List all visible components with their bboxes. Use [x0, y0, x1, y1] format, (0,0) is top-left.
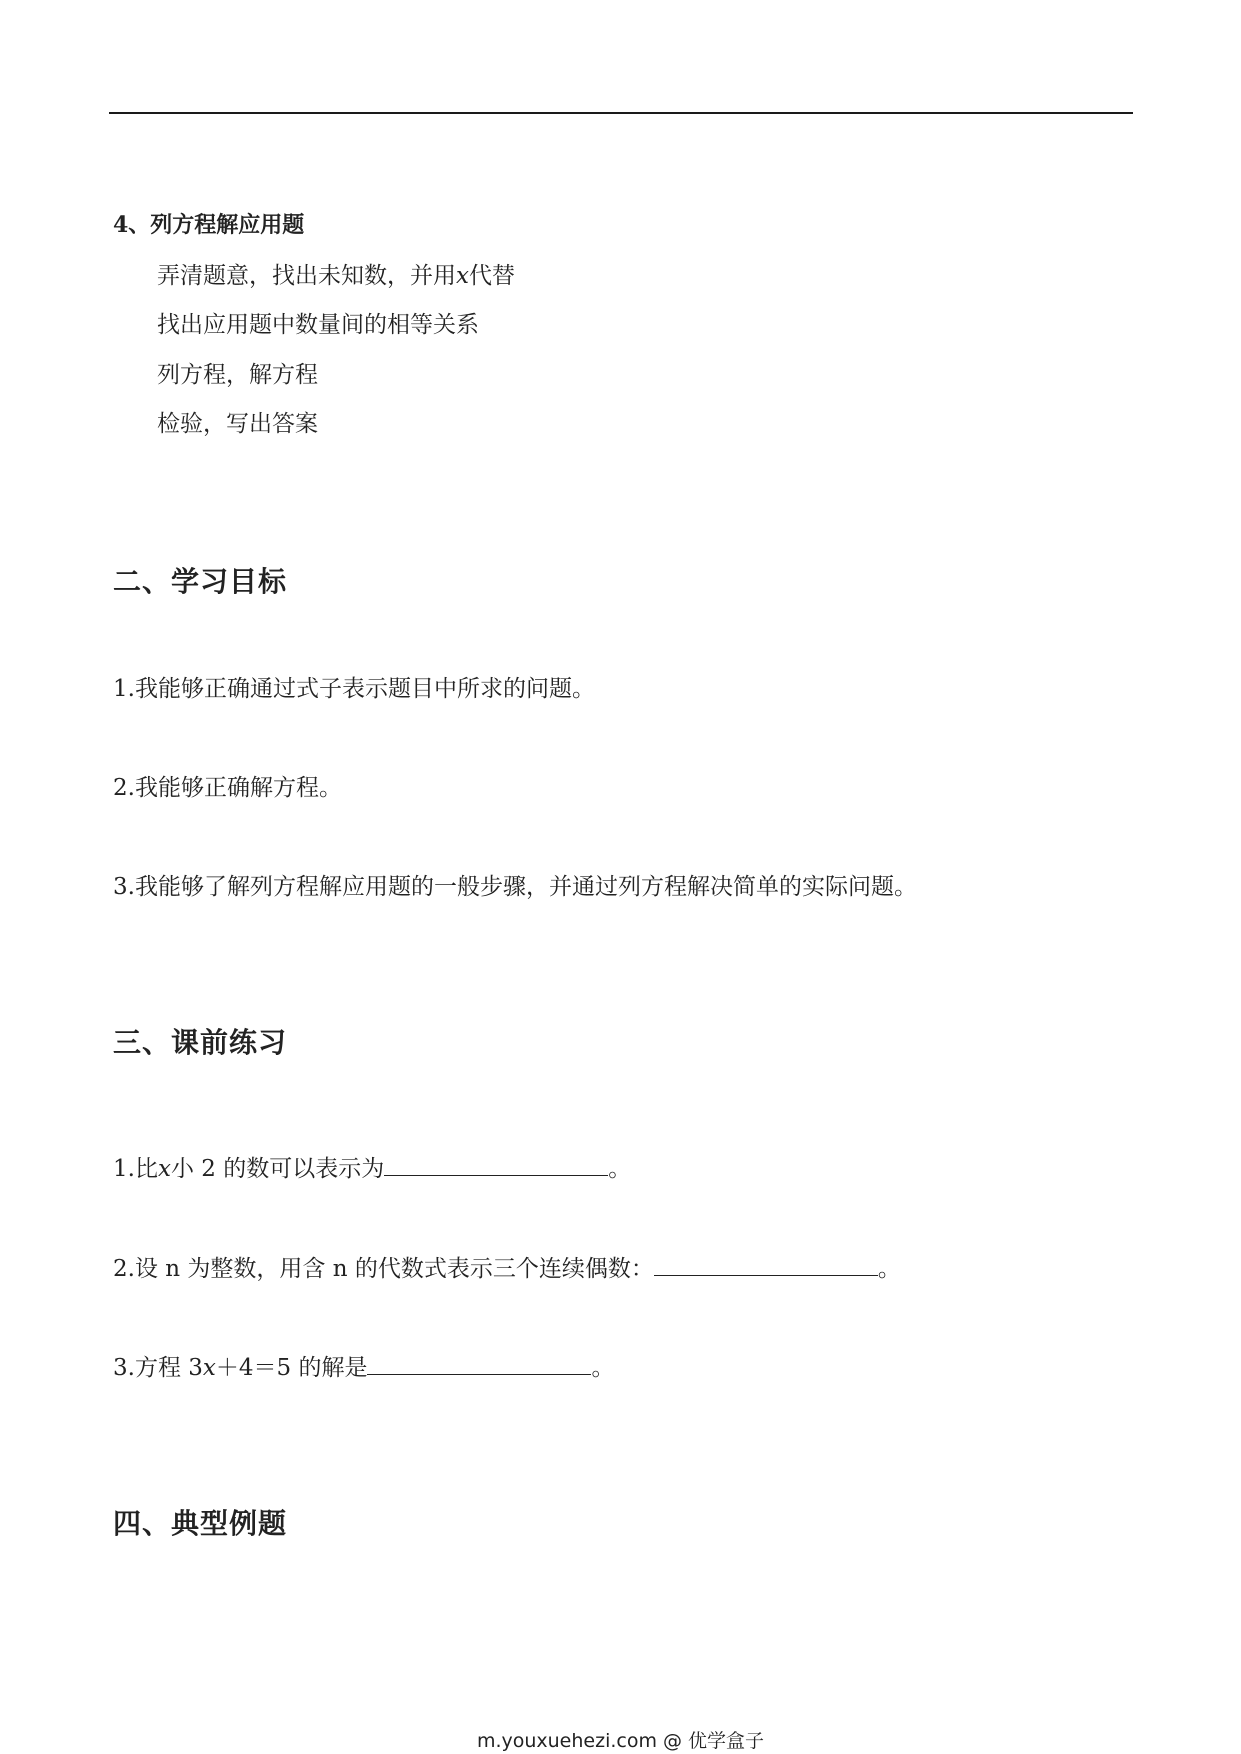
goal-item-3: 3.我能够了解列方程解应用题的一般步骤，并通过列方程解决简单的实际问题。	[113, 874, 917, 900]
step-1-text: 弄清题意，找出未知数，并用	[157, 263, 456, 289]
q1-end: 。	[608, 1156, 632, 1182]
q1-prefix: 1.比	[113, 1156, 158, 1182]
practice-q3	[113, 1349, 614, 1382]
practice-heading: 三、课前练习	[113, 1026, 288, 1059]
q2-text: 2.设 n 为整数，用含 n 的代数式表示三个连续偶数：	[113, 1256, 654, 1282]
variable-x: x	[456, 263, 469, 289]
section-4-title: 4、列方程解应用题	[113, 212, 305, 238]
step-2: 找出应用题中数量间的相等关系	[157, 312, 479, 338]
step-1	[157, 257, 515, 290]
header-rule	[109, 112, 1133, 114]
variable-x: x	[202, 1355, 216, 1381]
goal-item-1: 1.我能够正确通过式子表示题目中所求的问题。	[113, 676, 595, 702]
q1-text: 小 2 的数可以表示为	[170, 1156, 385, 1182]
footer-watermark: m.youxuehezi.com @ 优学盒子	[476, 1730, 765, 1752]
q3-prefix: 3.方程 3	[113, 1355, 203, 1381]
step-3: 列方程，解方程	[157, 362, 318, 388]
examples-heading: 四、典型例题	[113, 1507, 288, 1540]
q3-answer-blank[interactable]	[367, 1350, 591, 1375]
goals-heading: 二、学习目标	[113, 565, 288, 598]
step-1-tail: 代替	[468, 263, 515, 289]
q3-text: ＋4＝5 的解是	[215, 1355, 368, 1381]
q2-answer-blank[interactable]	[654, 1251, 878, 1276]
practice-q1	[113, 1150, 631, 1183]
q1-answer-blank[interactable]	[384, 1151, 608, 1176]
q3-end: 。	[591, 1355, 615, 1381]
goal-item-2: 2.我能够正确解方程。	[113, 775, 342, 801]
step-4: 检验，写出答案	[157, 411, 318, 437]
practice-q2	[113, 1250, 901, 1283]
variable-x: x	[157, 1156, 171, 1182]
q2-end: 。	[877, 1256, 901, 1282]
